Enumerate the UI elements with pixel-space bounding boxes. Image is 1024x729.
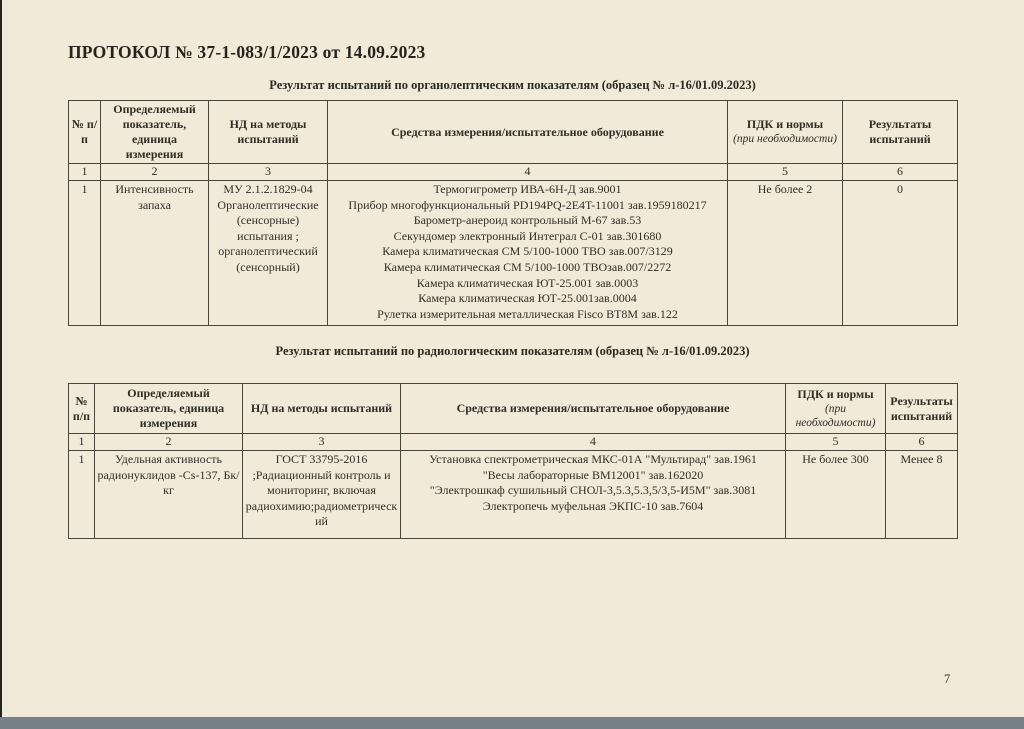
limit-header-label: ПДК и нормы (746, 117, 824, 132)
table-row (69, 451, 958, 539)
cell-method: ГОСТ 33795-2016 ;Радиационный контроль и мониторинг, включая радиохимию;радиометрический (243, 451, 401, 539)
scanner-background-strip (0, 717, 1024, 729)
cell-result: Менее 8 (886, 451, 958, 539)
header-cell-limit (786, 384, 886, 434)
header-cell-indicator: Определяемый показатель, единица измерения (95, 384, 243, 434)
equipment-line: Прибор многофункциональный PD194PQ-2E4T-11001 зав.1959180217 (348, 197, 707, 212)
header-cell-row-num: № п/п (69, 101, 101, 164)
limit-header-label: ПДК и нормы (797, 386, 874, 401)
column-number: 3 (209, 164, 328, 181)
header-cell-method: НД на методы испытаний (243, 384, 401, 434)
cell-indicator: Удельная активность радионуклидов -Cs-137, Бк/кг (95, 451, 243, 539)
limit-header-note: (при необходимости) (733, 133, 837, 146)
header-cell-result: Результаты испытаний (886, 384, 958, 434)
header-cell-equipment: Средства измерения/испытательное оборудование (328, 101, 728, 164)
header-cell-limit (728, 101, 843, 164)
header-cell-method: НД на методы испытаний (209, 101, 328, 164)
table-header-row (69, 384, 958, 434)
limit-header-note: (при необходимости) (795, 402, 876, 429)
column-number: 5 (786, 434, 886, 451)
page-number: 7 (944, 672, 951, 686)
cell-limit: Не более 2 (728, 181, 843, 326)
column-numbers-row (69, 164, 958, 181)
equipment-line: Электропечь муфельная ЭКПС-10 зав.7604 (482, 498, 704, 513)
column-number: 6 (843, 164, 958, 181)
equipment-line: Рулетка измерительная металлическая Fisco BT8M зав.122 (377, 306, 678, 321)
organoleptic-results-table (68, 100, 958, 326)
column-number: 1 (69, 164, 101, 181)
header-cell-row-num: № п/п (69, 384, 95, 434)
cell-result: 0 (843, 181, 958, 326)
equipment-line: Барометр-анероид контрольный М-67 зав.53 (413, 213, 642, 228)
column-numbers-row (69, 434, 958, 451)
header-cell-result: Результаты испытаний (843, 101, 958, 164)
column-number: 5 (728, 164, 843, 181)
cell-indicator: Интенсивность запаха (101, 181, 209, 326)
column-number: 1 (69, 434, 95, 451)
equipment-line: Установка спектрометрическая МКС-01А "Мультирад" зав.1961 (429, 452, 757, 466)
equipment-line: Секундомер электронный Интеграл С-01 зав.301680 (393, 228, 662, 243)
cell-method: МУ 2.1.2.1829-04 Органолептические (сенсорные) испытания ; органолептический (сенсорный) (209, 181, 328, 326)
column-number: 2 (101, 164, 209, 181)
radiology-table-caption: Результат испытаний по радиологическим показателям (образец № л-16/01.09.2023) (275, 344, 750, 358)
equipment-line: Камера климатическая СМ 5/100-1000 ТВОзав.007/2272 (383, 259, 672, 274)
radiology-results-table (68, 383, 958, 539)
scan-left-edge (0, 0, 2, 717)
cell-row-num: 1 (69, 451, 95, 539)
equipment-line: "Весы лабораторные ВМ12001" зав.162020 (482, 467, 704, 482)
column-number: 3 (243, 434, 401, 451)
column-number: 4 (401, 434, 786, 451)
protocol-title: ПРОТОКОЛ № 37-1-083/1/2023 от 14.09.2023 (68, 42, 426, 62)
header-cell-equipment: Средства измерения/испытательное оборудование (401, 384, 786, 434)
cell-row-num: 1 (69, 181, 101, 326)
equipment-line: "Электрошкаф сушильный СНОЛ-3,5.3,5.3,5/3,5-И5М" зав.3081 (429, 483, 757, 498)
cell-equipment (328, 181, 728, 326)
equipment-line: Камера климатическая ЮТ-25.001 зав.0003 (416, 275, 639, 290)
column-number: 6 (886, 434, 958, 451)
column-number: 4 (328, 164, 728, 181)
organoleptic-table-caption: Результат испытаний по органолептическим показателям (образец № л-16/01.09.2023) (269, 78, 756, 92)
equipment-line: Камера климатическая СМ 5/100-1000 ТВО зав.007/3129 (382, 244, 673, 259)
equipment-line: Камера климатическая ЮТ-25.001зав.0004 (418, 291, 637, 306)
header-cell-indicator: Определяемый показатель, единица измерения (101, 101, 209, 164)
equipment-line: Термогигрометр ИВА-6Н-Д зав.9001 (433, 182, 622, 196)
cell-limit: Не более 300 (786, 451, 886, 539)
table-row (69, 181, 958, 326)
column-number: 2 (95, 434, 243, 451)
cell-equipment (401, 451, 786, 539)
table-header-row (69, 101, 958, 164)
